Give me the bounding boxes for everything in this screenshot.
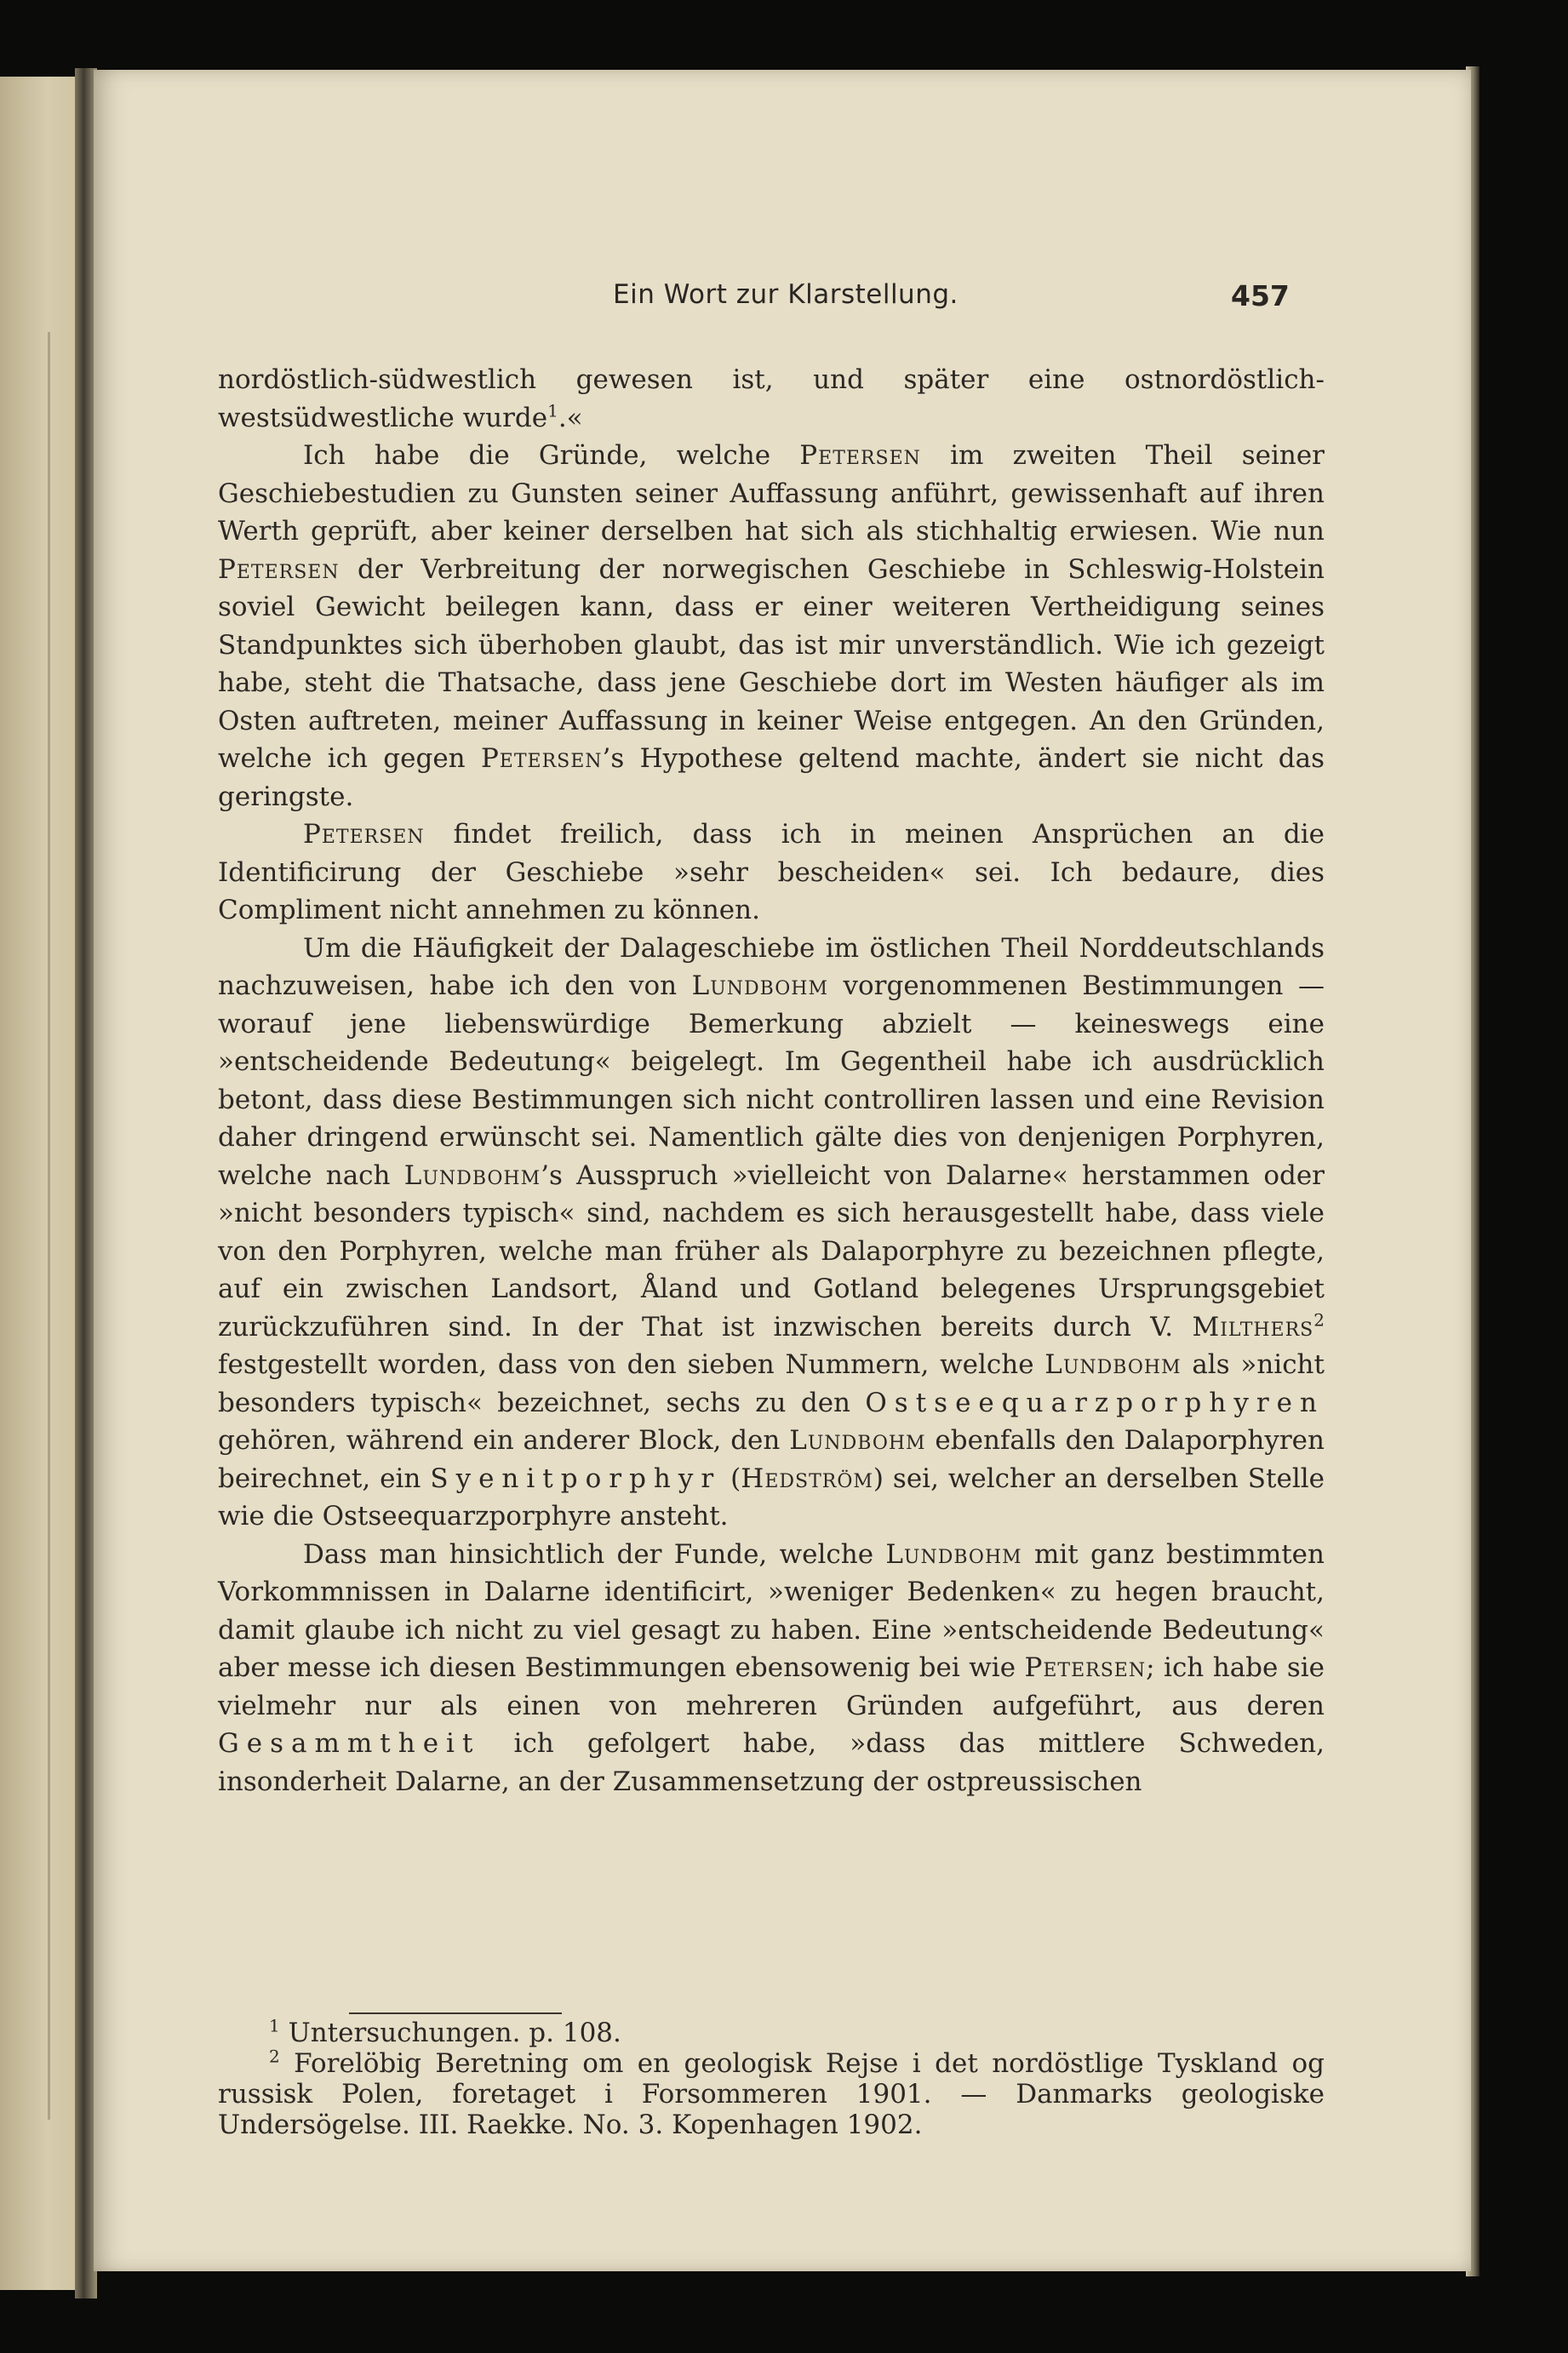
spaced-term: Syenitporphyr	[430, 1463, 722, 1494]
author-name: Lundbohm	[789, 1425, 926, 1456]
running-head	[94, 279, 1471, 322]
footnote-ref-2: 2	[1313, 1309, 1325, 1331]
paragraph-1: nordöstlich-südwestlich gewesen ist, und später eine ostnordöstlich-westsüdwestliche wurde$^1$.«	[218, 364, 1325, 433]
spaced-term: Gesammtheit	[218, 1728, 481, 1759]
author-name: Lundbohm	[1044, 1349, 1182, 1380]
left-page-fold-line	[48, 332, 50, 2120]
author-name: Petersen	[218, 553, 340, 585]
author-name: Petersen	[1024, 1652, 1147, 1683]
footnote-2: $^2$ Forelöbig Beretning om en geologisk Rejse i det nordöstlige Tyskland og russisk Polen, foretaget i Forsommeren 1901. — Danmarks geologiske Undersögelse. III. Raekke. No. 3. Kopenhagen 1902.	[218, 2046, 1325, 2140]
author-name: Petersen	[799, 440, 921, 471]
body-text	[218, 361, 1325, 1801]
left-page-edge	[0, 77, 78, 2290]
page-number: 457	[1231, 279, 1290, 312]
author-name: Petersen	[303, 819, 425, 850]
paragraph-4: Um die Häufigkeit der Dalageschiebe im östlichen Theil Norddeutschlands nachzuweisen, habe ich den von Lundbohm vorgenommenen Bestimmungen — worauf jene liebenswürdige Bemerkung abzielt — keineswegs eine »entscheidende Bedeutung« beigelegt. Im Gegentheil habe ich ausdrücklich betont, dass diese Bestimmungen sich nicht controlliren lassen und eine Revision daher dringend erwünscht sei. Namentlich gälte dies von denjenigen Porphyren, welche nach Lundbohm’s Ausspruch »vielleicht von Dalarne« herstammen oder »nicht besonders typisch« sind, nachdem es sich herausgestellt habe, dass viele von den Porphyren, welche man früher als Dalaporphyre zu bezeichnen pflegte, auf ein zwischen Landsort, Åland und Gotland belegenes Ursprungsgebiet zurückzuführen sind. In der That ist inzwischen bereits durch V. Milthers$^2$ festgestellt worden, dass von den sieben Nummern, welche Lundbohm als »nicht besonders typisch« bezeichnet, sechs zu den Ostseequarzporphyren gehören, während ein anderer Block, den Lundbohm ebenfalls den Dalaporphyren beirechnet, ein Syenitporphyr (Hedström) sei, welcher an derselben Stelle wie die Ostseequarzporphyre ansteht.	[218, 932, 1325, 1531]
author-name: Lundbohm	[885, 1538, 1022, 1570]
spaced-term: Ostseequarzporphyren	[865, 1387, 1325, 1418]
footnote-rule	[349, 2012, 562, 2014]
author-name: Petersen	[480, 743, 603, 774]
running-head-title: Ein Wort zur Klarstellung.	[613, 279, 959, 310]
footnote-ref-1: 1	[547, 400, 558, 421]
paragraph-3: Petersen findet freilich, dass ich in meinen Ansprüchen an die Identificirung der Geschiebe »sehr bescheiden« sei. Ich bedaure, dies Compliment nicht annehmen zu können.	[218, 819, 1325, 925]
author-name: Hedström	[741, 1463, 873, 1494]
author-name: Lundbohm	[691, 970, 828, 1001]
author-name: Lundbohm	[403, 1159, 541, 1191]
paragraph-5: Dass man hinsichtlich der Funde, welche Lundbohm mit ganz bestimmten Vorkommnissen in Dalarne identificirt, »weniger Bedenken« zu hegen braucht, damit glaube ich nicht zu viel gesagt zu haben. Eine »entscheidende Bedeutung« aber messe ich diesen Bestimmungen ebensowenig bei wie Petersen; ich habe sie vielmehr nur als einen von mehreren Gründen aufgeführt, aus deren Gesammtheit ich gefolgert habe, »dass das mittlere Schweden, insonderheit Dalarne, an der Zusammensetzung der ostpreussischen	[218, 1538, 1325, 1797]
author-name: Milthers	[1192, 1311, 1314, 1343]
paragraph-2: Ich habe die Gründe, welche Petersen im zweiten Theil seiner Geschiebestudien zu Gunsten seiner Auffassung anführt, gewissenhaft auf ihren Werth geprüft, aber keiner derselben hat sich als stichhaltig erwiesen. Wie nun Petersen der Verbreitung der norwegischen Geschiebe in Schleswig-Holstein soviel Gewicht beilegen kann, dass er einer weiteren Vertheidigung seines Standpunktes sich überhoben glaubt, das ist mir unverständlich. Wie ich gezeigt habe, steht die Thatsache, dass jene Geschiebe dort im Westen häufiger als im Osten auftreten, meiner Auffassung in keiner Weise entgegen. An den Gründen, welche ich gegen Petersen’s Hypothese geltend machte, ändert sie nicht das geringste.	[218, 440, 1325, 812]
footnotes	[218, 2015, 1325, 2140]
footnote-1: $^1$ Untersuchungen. p. 108.	[269, 2015, 621, 2048]
page	[94, 70, 1471, 2271]
